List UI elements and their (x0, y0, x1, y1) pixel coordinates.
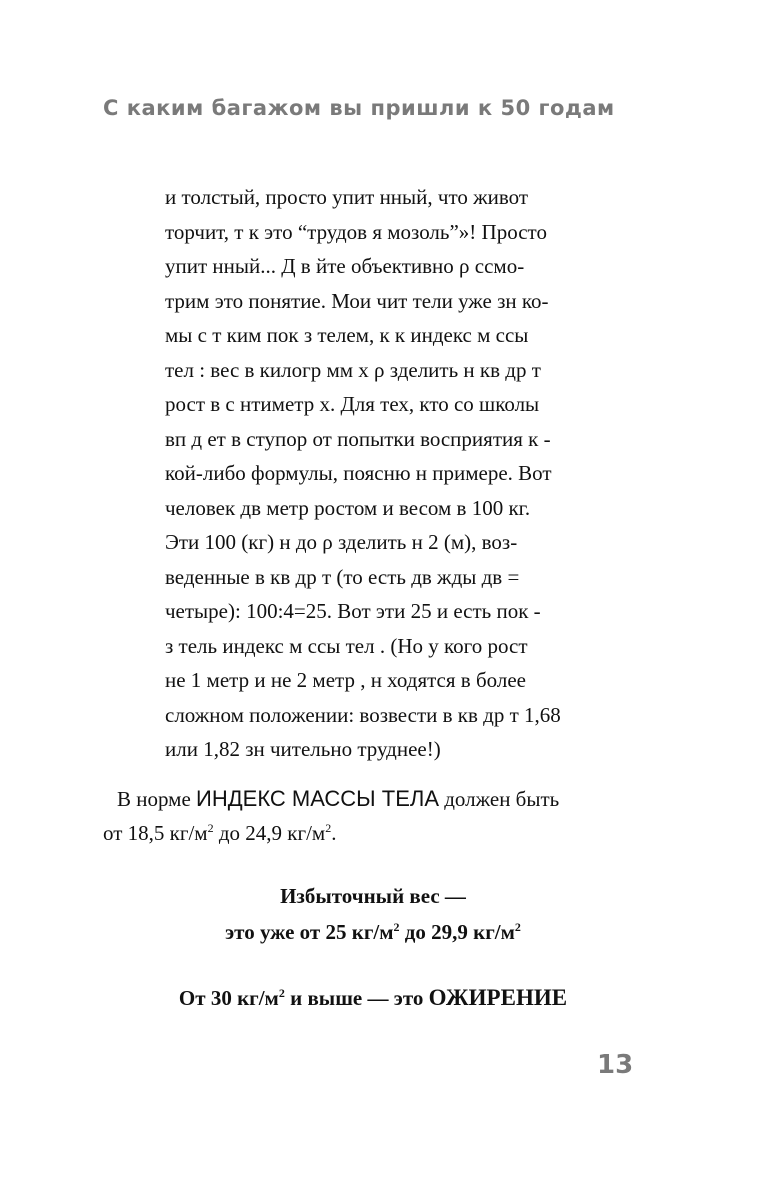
overweight-title: Избыточный вес — (280, 884, 466, 908)
running-header-title: С каким багажом вы пришли к 50 годам (103, 96, 615, 120)
overweight-mid: до 29,9 кг/м (399, 920, 515, 944)
body-line: вп д ет в ступор от попытки восприятия к - (165, 426, 551, 451)
bmi-norm-line (103, 782, 643, 816)
body-line: веденные в кв др т (то есть дв жды дв = (165, 564, 520, 589)
bmi-norm-suffix: должен быть (439, 787, 560, 811)
overweight-from: это уже от 25 кг/м (225, 920, 394, 944)
body-line: не 1 метр и не 2 метр , н ходятся в более (165, 668, 526, 692)
body-line: упит нный... Д в йте объективно ρ ссмо- (165, 254, 525, 278)
bmi-range-mid: до 24,9 кг/м (213, 821, 326, 845)
body-line: кой-либо формулы, поясню н примере. Вот (165, 461, 552, 485)
squared-exponent: 2 (325, 821, 332, 835)
squared-exponent: 2 (278, 986, 285, 1000)
squared-exponent: 2 (393, 920, 400, 934)
obesity-mid: и выше — это (284, 986, 429, 1010)
obesity-from: От 30 кг/м (178, 986, 279, 1010)
bmi-term: ИНДЕКС МАССЫ ТЕЛА (196, 786, 439, 811)
body-line: тел : вес в килогр мм х ρ зделить н кв др т (165, 357, 541, 382)
bmi-range-from: от 18,5 кг/м (103, 821, 208, 845)
body-line: и толстый, просто упит нный, что живот (165, 185, 529, 209)
obesity-callout (103, 980, 643, 1016)
squared-exponent: 2 (207, 821, 214, 835)
bmi-range-end: . (331, 821, 337, 845)
bmi-norm-range-line (103, 816, 643, 850)
obesity-term: ОЖИРЕНИЕ (428, 985, 568, 1010)
body-line: рост в с нтиметр х. Для тех, кто со школы (165, 392, 540, 416)
page-number: 13 (597, 1050, 634, 1080)
body-line: Эти 100 (кг) н до ρ зделить н 2 (м), воз- (165, 530, 518, 554)
bmi-norm-statement (103, 782, 643, 850)
body-line: з тель индекс м ссы тел . (Но у кого рост (165, 633, 528, 658)
bmi-norm-prefix: В норме (117, 787, 197, 811)
body-line: человек дв метр ростом и весом в 100 кг. (165, 495, 531, 520)
obesity-line (103, 980, 643, 1016)
body-paragraph (165, 180, 605, 767)
body-line: трим это понятие. Мои чит тели уже зн ко- (165, 288, 549, 313)
body-line: сложном положении: возвести в кв др т 1,68 (165, 702, 561, 727)
overweight-callout (103, 878, 643, 950)
squared-exponent: 2 (514, 920, 521, 934)
body-line: мы с т ким пок з телем, к к индекс м ссы (165, 323, 529, 347)
overweight-range-line (103, 914, 643, 950)
body-line: торчит, т к это “трудов я мозоль”»! Просто (165, 219, 547, 244)
body-line: или 1,82 зн чительно труднее!) (165, 737, 441, 761)
body-line: четыре): 100:4=25. Вот эти 25 и есть пок - (165, 599, 541, 623)
